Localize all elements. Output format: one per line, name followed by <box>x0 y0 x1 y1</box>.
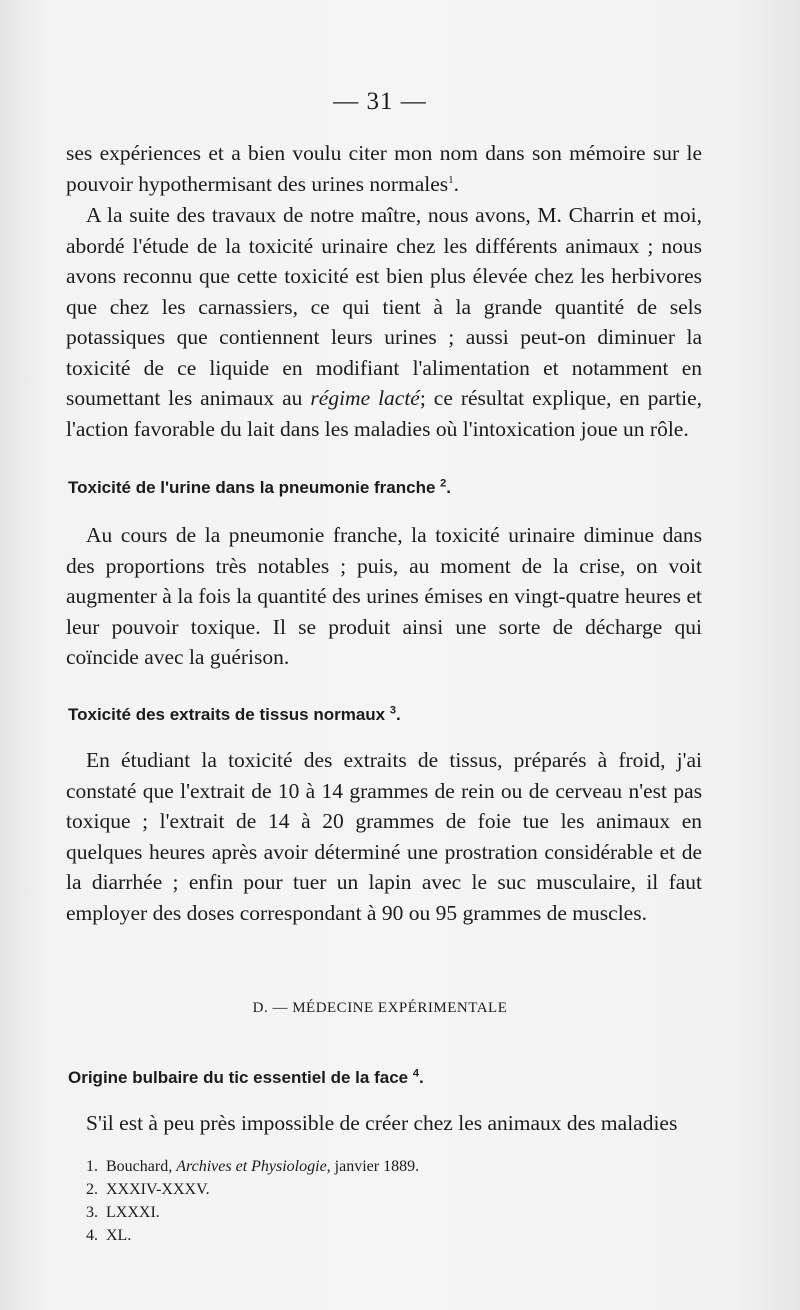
footnote-ref: 2 <box>440 477 447 490</box>
footnote-item <box>86 1178 686 1201</box>
footnote-number: 4. <box>86 1227 98 1244</box>
footnote-ref: 1 <box>448 173 454 186</box>
italic-term: régime lacté <box>310 386 420 410</box>
paragraph-tic: S'il est à peu près impossible de créer chez les animaux des maladies <box>86 1111 678 1135</box>
paragraph-pneumonie: Au cours de la pneumonie franche, la toxicité urinaire diminue dans des proportions très notables ; puis, au moment de la crise, on voit augmenter à la fois la quantité des urines émises en vingt-quatre heures et leur pouvoir toxique. Il se produit ainsi une sorte de décharge qui coïncide avec la guérison. <box>66 523 702 669</box>
footnote-item <box>86 1224 686 1247</box>
section-heading-pneumonie: Toxicité de l'urine dans la pneumonie franche $^2$. <box>68 477 452 497</box>
footnote-text: XL. <box>106 1227 132 1244</box>
paragraph-continuation <box>66 138 702 199</box>
paragraph-text: A la suite des travaux de notre maître, nous avons, M. Charrin et moi, abordé l'étude de la toxicité urinaire chez les différents animaux ; nous avons reconnu que cette toxicité est bien plus élevée chez les herbivores que chez les carnassiers, ce qui tient à la grande quantité de sels potassiques que contiennent leurs urines ; aussi peut-on diminuer la toxicité de ce liquide en modifiant l'alimentation et notamment en soumettant les animaux au <box>66 203 702 410</box>
footnote-number: 2. <box>86 1181 98 1198</box>
footnote-ref: 3 <box>389 704 396 717</box>
page-number: — 31 — <box>333 88 427 115</box>
paragraph-text: ; ce résultat explique, en partie, l'action favorable du lait dans les maladies où l'intoxication joue un rôle. <box>66 386 703 441</box>
section-heading-extraits: Toxicité des extraits de tissus normaux $^3$. <box>68 704 401 724</box>
footnote-text: XXXIV-XXXV. <box>106 1181 210 1198</box>
footnote-item <box>86 1155 686 1178</box>
footnote-ref: 4 <box>412 1067 419 1080</box>
footnote-number: 3. <box>86 1204 98 1221</box>
heading-text: Origine bulbaire du tic essentiel de la face <box>68 1068 409 1087</box>
footnote-text: LXXXI. <box>106 1204 160 1221</box>
paragraph-punct: . <box>453 171 460 196</box>
paragraph-toxicite-urinaire <box>66 200 702 444</box>
heading-text: Toxicité de l'urine dans la pneumonie franche <box>68 478 436 497</box>
section-title-medecine: D. — MÉDECINE EXPÉRIMENTALE <box>252 1000 508 1016</box>
footnote-text: janvier 1889. <box>334 1158 420 1175</box>
footnote-text: Bouchard, <box>106 1158 173 1175</box>
section-heading-tic: Origine bulbaire du tic essentiel de la face $^4$. <box>68 1067 424 1087</box>
footnote-italic: Archives et Physiologie, <box>176 1158 331 1175</box>
footnote-item <box>86 1201 686 1224</box>
heading-text: Toxicité des extraits de tissus normaux <box>68 705 386 724</box>
footnotes <box>86 1155 686 1247</box>
paragraph-extraits: En étudiant la toxicité des extraits de tissus, préparés à froid, j'ai constaté que l'extrait de 10 à 14 grammes de rein ou de cerveau n'est pas toxique ; l'extrait de 14 à 20 grammes de foie tue les animaux en quelques heures après avoir déterminé une prostration considérable et de la diarrhée ; enfin pour tuer un lapin avec le suc musculaire, il faut employer des doses correspondant à 90 ou 95 grammes de muscles. <box>66 748 702 925</box>
footnote-number: 1. <box>86 1158 98 1175</box>
paragraph-text: ses expériences et a bien voulu citer mon nom dans son mémoire sur le pouvoir hypothermisant des urines normales <box>66 141 702 196</box>
